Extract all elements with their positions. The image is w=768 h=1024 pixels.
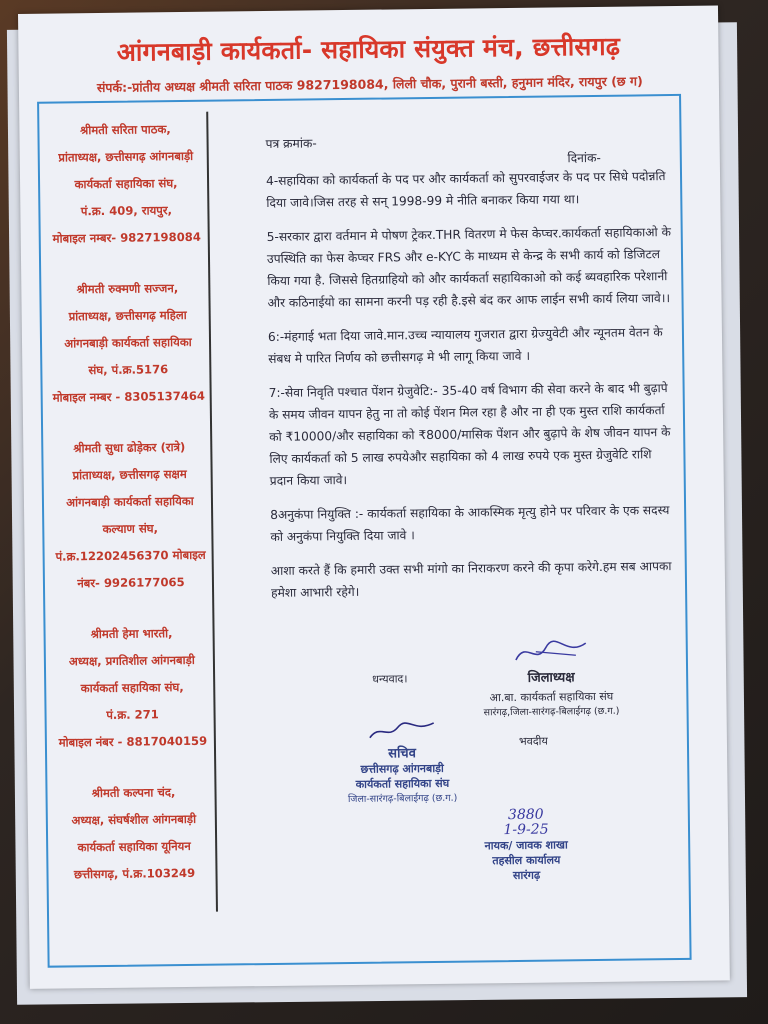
demand-paragraph: 4-सहायिका को कार्यकर्ता के पद पर और कार्यकर्ता को सुपरवाईजर के पद पर सिधे पदोन्नति दिया जावे।जिस तरह से सन् 1998-99 मे नीति बनाकर किया गया था।: [265, 169, 666, 210]
letter-body: [265, 130, 676, 616]
secretary-title: सचिव: [388, 746, 416, 762]
office-bearers-sidebar: [49, 116, 211, 913]
district-president-block: [456, 636, 647, 718]
entry-line: अध्यक्ष, संघर्षशील आंगनबाड़ी: [71, 811, 197, 828]
demand-paragraph: 6:-मंहगाई भता दिया जावे.मान.उच्च न्यायालय गुजरात द्वारा ग्रेज्युवेटी और न्यूनतम वेतन के संबध मे पारित निर्णय को छत्तीसगढ़ मे भी लागू किया जावे ।: [267, 325, 663, 366]
office-receipt-stamp: [466, 807, 587, 883]
entry-line: अध्यक्ष, प्रगतिशील आंगनबाड़ी: [68, 652, 195, 669]
entry-line: श्रीमती सरिता पाठक,: [80, 122, 171, 138]
office-bearer-entry: [49, 116, 203, 253]
entry-line: श्रीमती सुधा ढोड़ेकर (रात्रे): [73, 439, 186, 456]
letter-page: [18, 5, 730, 988]
receipt-date: 1-9-25: [503, 821, 549, 839]
secretary-block: [317, 718, 488, 805]
district-president-line: आ.बा. कार्यकर्ता सहायिका संघ: [489, 689, 614, 705]
secretary-line: कार्यकर्ता सहायिका संघ: [355, 776, 450, 791]
demand-paragraph: 7:-सेवा निवृति पश्चात पेंशन ग्रेजुवेटि:- 35-40 वर्ष विभाग की सेवा करने के बाद भी बुढ़ापे के समय जीवन यापन हेतु ना तो कोई पेंशन मिल रहा है और ना ही एक मुस्त राशि कार्यकर्ता को ₹10000/और सहायिका को ₹8000/मासिक पेंशन और बुढ़ापे के शेष जीवन यापन के लिए कार्यकर्ता को 5 लाख रुपयेऔर सहायिका को 4 लाख रुपये एक मुस्त ग्रेजुवेटि राशि प्रदान किया जावे।: [268, 381, 671, 488]
entry-line: आंगनबाड़ी कार्यकर्ता सहायिका: [66, 493, 194, 510]
reference-number-label: पत्र क्रमांक-: [265, 136, 317, 151]
entry-line: मोबाइल नम्बर - 8305137464: [52, 388, 206, 405]
bhavdiya-text: भवदीय: [518, 734, 548, 748]
entry-line: श्रीमती कल्पना चंद,: [91, 785, 176, 801]
entry-line: संघ, पं.क्र.5176: [88, 362, 169, 378]
office-bearer-entry: [55, 620, 209, 757]
closing-paragraph: आशा करते हैं कि हमारी उक्त सभी मांगो का निराकरण करने की कृपा करेगे.हम सब आपका हमेशा आभारी रहेगे।: [270, 559, 672, 600]
stamp-line: नायक/ जावक शाखा: [484, 838, 568, 853]
date-label: दिनांक-: [567, 150, 601, 166]
stamp-line: तहसील कार्यालय: [492, 853, 561, 868]
signature-mark: [506, 637, 596, 668]
secretary-line: जिला-सारंगढ़-बिलाईगढ़ (छ.ग.): [347, 792, 458, 806]
entry-line: मोबाइल नंबर - 8817040159: [58, 733, 208, 750]
office-bearer-entry: [57, 779, 210, 889]
secretary-line: छत्तीसगढ़ आंगनबाड़ी: [360, 761, 444, 776]
entry-line: नंबर- 9926177065: [77, 575, 185, 591]
entry-line: पं.क्र.12202456370 मोबाइल: [55, 547, 206, 564]
receipt-number: 3880: [507, 806, 544, 824]
entry-line: प्रांताध्यक्ष, छत्तीसगढ़ आंगनबाड़ी: [58, 148, 194, 165]
demand-paragraph: 8अनुकंपा नियुक्ति :- कार्यकर्ता सहायिका के आकस्मिक मृत्यु होने पर परिवार के एक सदस्य को अनुकंपा नियुक्ति दिया जावे ।: [270, 503, 670, 544]
entry-line: कार्यकर्ता सहायिका संघ,: [80, 680, 184, 696]
stamp-line: सारंगढ़: [512, 868, 541, 883]
district-president-title: जिलाध्यक्ष: [527, 670, 575, 686]
entry-line: मोबाइल नम्बर- 9827198084: [52, 229, 201, 246]
office-bearer-entry: [51, 275, 205, 412]
office-bearer-entry: [53, 434, 207, 598]
entry-line: श्रीमती रुक्मणी सज्जन,: [76, 281, 179, 297]
entry-line: कल्याण संघ,: [102, 521, 159, 537]
entry-line: कार्यकर्ता सहायिका संघ,: [74, 176, 178, 192]
letterhead-contact: संपर्क:-प्रांतीय अध्यक्ष श्रीमती सरिता पाठक 9827198084, लिली चौक, पुरानी बस्ती, हनुमान मंदिर, रायपुर (छ ग): [96, 73, 643, 96]
entry-line: पं.क्र. 409, रायपुर,: [80, 203, 173, 219]
thanks-text: धन्यवाद।: [372, 672, 408, 686]
district-president-line: सारंगढ़,जिला-सारंगढ़-बिलाईगढ़ (छ.ग.): [483, 705, 620, 719]
entry-line: प्रांताध्यक्ष, छत्तीसगढ़ महिला: [68, 307, 187, 324]
demand-paragraph: 5-सरकार द्वारा वर्तमान मे पोषण ट्रेकर.THR वितरण मे फेस केप्चर.कार्यकर्ता सहायिकाओ के उपस्थिति का फेस केप्चर FRS और e-KYC के माध्यम से केन्द्र के सभी कार्य को डिजिटल किया गया है. जिससे हितग्राहियो को और कार्यकर्ता सहायिकाओ को कई ब्यवहारिक परेशानी और कठिनाईयो का सामना करनी पड़ रही है.इसे बंद कर आफ लाईन सभी कार्य लिया जावे।।: [266, 225, 671, 310]
signature-mark: [362, 719, 442, 744]
entry-line: श्रीमती हेमा भारती,: [90, 626, 173, 642]
letterhead-title: आंगनबाड़ी कार्यकर्ता- सहायिका संयुक्त मंच, छत्तीसगढ़: [116, 31, 621, 67]
entry-line: आंगनबाड़ी कार्यकर्ता सहायिका: [64, 334, 192, 351]
entry-line: कार्यकर्ता सहायिका यूनियन: [77, 838, 191, 855]
entry-line: छत्तीसगढ़, पं.क्र.103249: [73, 865, 196, 882]
entry-line: प्रांताध्यक्ष, छत्तीसगढ़ सक्षम: [72, 466, 187, 483]
entry-line: पं.क्र. 271: [106, 707, 159, 722]
